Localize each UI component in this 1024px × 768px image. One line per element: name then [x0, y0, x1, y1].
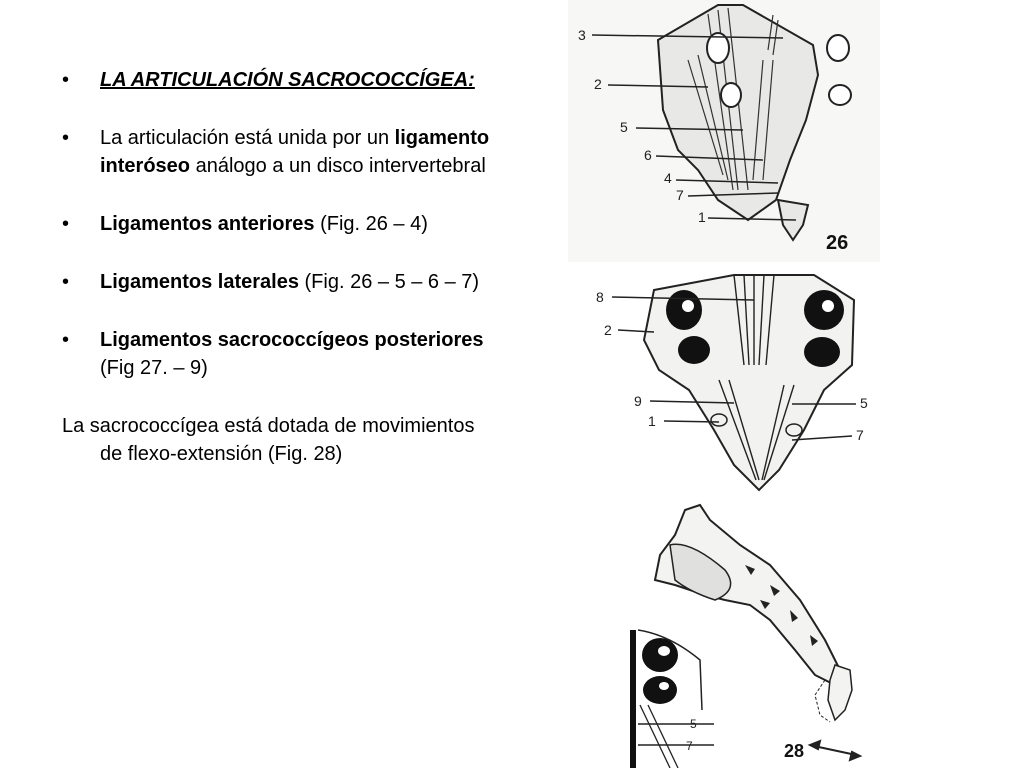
fig26-number: 26 — [826, 232, 849, 254]
bullet-anterior — [62, 210, 492, 238]
fig26-label: 4 — [664, 170, 672, 186]
bullet-posterior — [62, 326, 492, 382]
bullet-text-bold: Ligamentos sacrococcígeos posteriores — [100, 329, 484, 351]
bullet-lateral — [62, 268, 492, 296]
closing-paragraph: La sacrococcígea está dotada de movimientos de flexo-extensión (Fig. 28) — [62, 415, 475, 465]
bullet-interosseous — [62, 124, 492, 180]
bullet-marker: • — [62, 271, 70, 293]
fig28-label: 5 — [690, 717, 697, 731]
fig27-label: 8 — [596, 289, 604, 305]
bullet-marker: • — [62, 213, 70, 235]
fig27-label: 7 — [856, 427, 864, 443]
bullet-text-pre: La articulación está unida por un — [100, 127, 395, 149]
fig26-label: 7 — [676, 187, 684, 203]
fig26-label: 6 — [644, 147, 652, 163]
figure-26 — [568, 0, 880, 262]
bullet-marker: • — [62, 69, 70, 91]
fig26-label: 5 — [620, 119, 628, 135]
fig26-label: 2 — [594, 76, 602, 92]
fig26-label: 1 — [698, 209, 706, 225]
fig28-label: 7 — [686, 739, 693, 753]
slide-title: LA ARTICULACIÓN SACROCOCCÍGEA: — [100, 69, 475, 91]
bullet-text-post: (Fig. 26 – 5 – 6 – 7) — [298, 271, 480, 293]
bullet-text-bold: Ligamentos anteriores — [100, 213, 315, 235]
figure-26-illustration — [568, 0, 880, 262]
bullet-title — [62, 66, 492, 94]
bullet-marker: • — [62, 127, 70, 149]
figure-28 — [630, 500, 890, 768]
figure-27 — [584, 270, 884, 496]
bullet-list — [62, 66, 492, 382]
bullet-text-post: análogo a un disco intervertebral — [190, 155, 486, 177]
fig27-label: 9 — [634, 393, 642, 409]
fig27-label: 5 — [860, 395, 868, 411]
text-column — [62, 66, 492, 468]
bullet-text-bold: ligamento interóseo — [100, 127, 490, 177]
fig28-number: 28 — [784, 741, 805, 761]
fig27-label: 2 — [604, 322, 612, 338]
fig26-label: 3 — [578, 27, 586, 43]
fig27-label: 1 — [648, 413, 656, 429]
figure-27-illustration — [584, 270, 884, 496]
bullet-marker: • — [62, 329, 70, 351]
bullet-text-bold: Ligamentos laterales — [100, 271, 299, 293]
figure-28-illustration — [630, 500, 890, 768]
bullet-text-post: (Fig 27. – 9) — [100, 357, 208, 379]
bullet-text-post: (Fig. 26 – 4) — [314, 213, 428, 235]
